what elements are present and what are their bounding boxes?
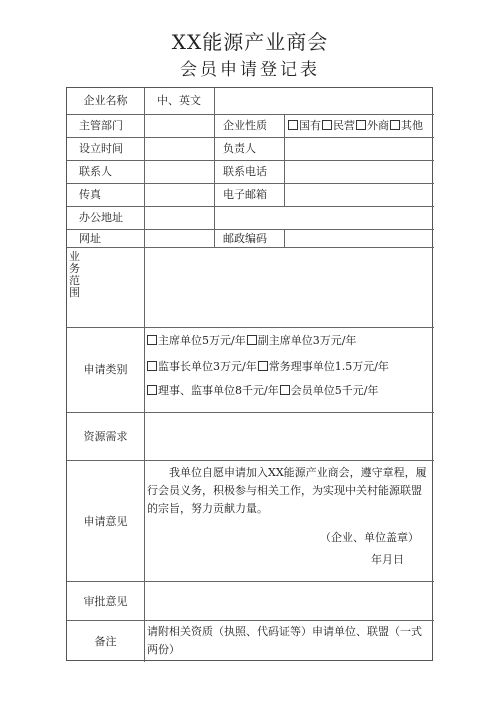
option-private: 民营 [333, 119, 355, 132]
category-line-2 [146, 360, 389, 374]
address-field[interactable] [145, 207, 433, 229]
label-contact: 联系人 [79, 165, 112, 178]
company-name-field[interactable] [215, 89, 433, 113]
label-supervisor: 主管部门 [79, 119, 123, 132]
resources-field[interactable] [145, 413, 433, 460]
principal-field[interactable] [285, 138, 433, 160]
option-supervisor-chief: 监事长单位3万元/年 [158, 360, 257, 373]
supervisor-field[interactable] [145, 115, 214, 137]
option-foreign: 外商 [367, 119, 389, 132]
form-title: XX能源产业商会 [171, 30, 329, 54]
checkbox-member[interactable] [280, 385, 290, 395]
checkbox-private[interactable] [322, 120, 332, 130]
label-website: 网址 [79, 232, 101, 245]
hint-company-name: 中、英文 [157, 94, 201, 107]
seal-note: （企业、单位盖章） [320, 531, 419, 544]
contact-field[interactable] [145, 161, 214, 183]
option-chairman: 主席单位5万元/年 [158, 334, 246, 347]
label-category: 申请类别 [83, 363, 128, 376]
option-executive-director: 常务理事单位1.5万元/年 [268, 360, 389, 373]
checkbox-state-owned[interactable] [288, 120, 298, 130]
remarks-text: 请附相关资质（执照、代码证等）申请单位、联盟（一式两份） [147, 625, 422, 656]
label-business-scope: 业务范围 [69, 250, 80, 299]
postcode-field[interactable] [285, 230, 433, 247]
option-member: 会员单位5千元/年 [290, 384, 379, 397]
label-fax: 传真 [79, 188, 101, 201]
label-address: 办公地址 [79, 211, 123, 224]
option-director: 理事、监事单位8千元/年 [158, 384, 279, 397]
opinion-statement: 我单位自愿申请加入XX能源产业商会，遵守章程，履行会员义务，积极参与相关工作，为实现中关村能源联盟的宗旨，努力贡献力量。 [147, 466, 427, 515]
checkbox-other[interactable] [390, 120, 400, 130]
option-other: 其他 [401, 119, 423, 132]
registration-form-table [66, 87, 433, 661]
option-vice-chairman: 副主席单位3万元/年 [257, 334, 357, 347]
checkbox-supervisor-chief[interactable] [147, 361, 157, 371]
option-state-owned: 国有 [299, 119, 321, 132]
fax-field[interactable] [145, 184, 214, 206]
approval-field[interactable] [145, 582, 433, 620]
founded-field[interactable] [145, 138, 214, 160]
opinion-date: 年月日 [371, 553, 404, 566]
label-remarks: 备注 [94, 635, 117, 648]
checkbox-chairman[interactable] [147, 335, 157, 345]
label-principal: 负责人 [223, 142, 256, 155]
checkbox-vice-chairman[interactable] [247, 335, 257, 345]
label-approval: 审批意见 [83, 595, 128, 608]
label-postcode: 邮政编码 [223, 232, 267, 245]
category-line-3 [146, 384, 378, 398]
category-line-1 [146, 334, 356, 348]
checkbox-executive-director[interactable] [258, 361, 268, 371]
label-phone: 联系电话 [223, 165, 267, 178]
form-subtitle: 会员申请登记表 [180, 60, 320, 80]
label-company-name: 企业名称 [83, 94, 128, 107]
label-opinion: 申请意见 [83, 515, 128, 528]
email-field[interactable] [285, 184, 433, 206]
phone-field[interactable] [285, 161, 433, 183]
website-field[interactable] [145, 230, 214, 247]
label-founded: 设立时间 [79, 142, 123, 155]
label-nature: 企业性质 [223, 119, 267, 132]
checkbox-director[interactable] [147, 385, 157, 395]
label-email: 电子邮箱 [223, 188, 267, 201]
nature-options [287, 119, 423, 133]
checkbox-foreign[interactable] [356, 120, 366, 130]
business-scope-field[interactable] [145, 248, 433, 327]
label-resources: 资源需求 [83, 430, 128, 443]
